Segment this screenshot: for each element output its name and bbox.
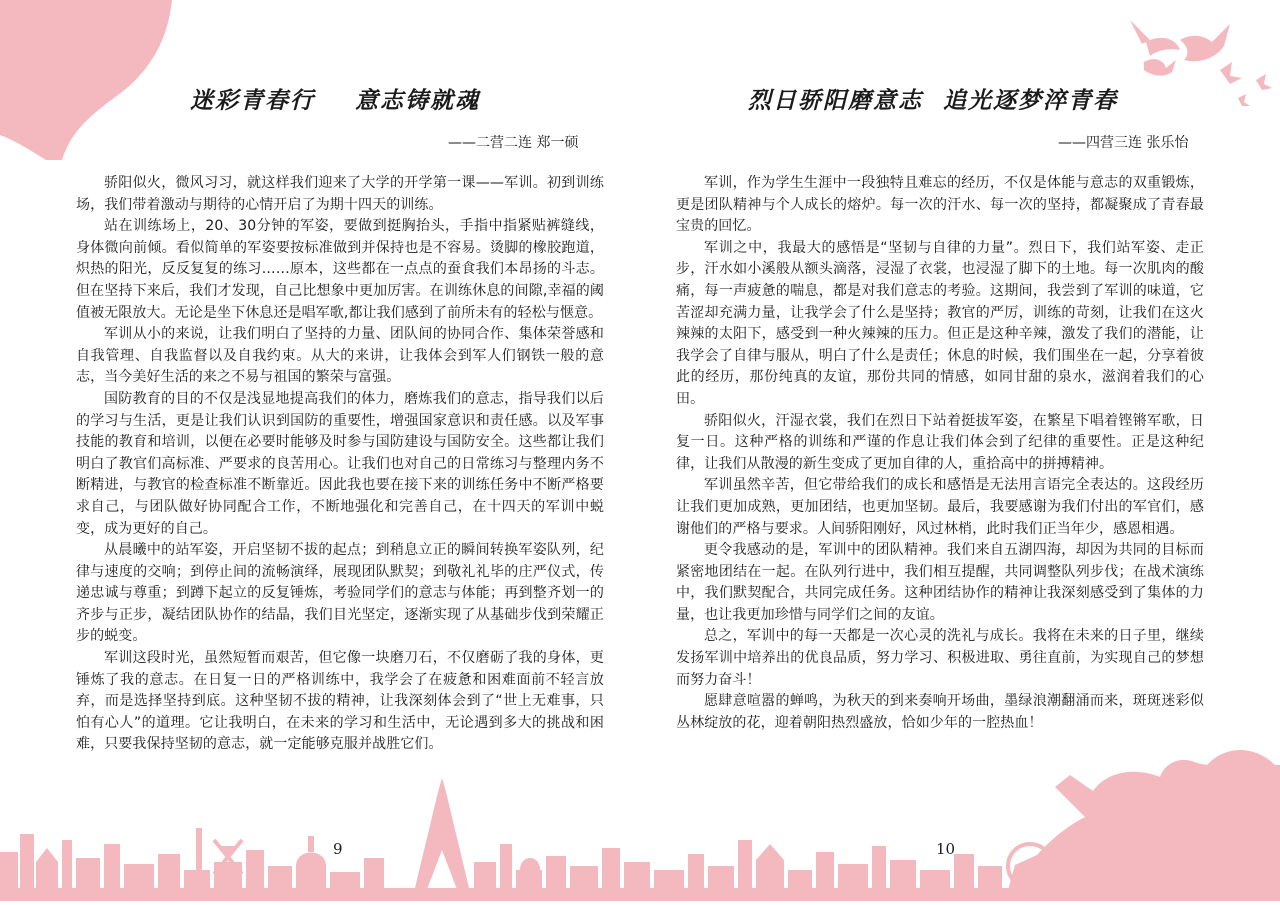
left-article-title: 迷彩青春行 意志铸就魂 xyxy=(190,87,481,114)
page-number: 10 xyxy=(936,840,956,858)
right-page xyxy=(640,0,1280,901)
paragraph: 军训之中，我最大的感悟是“坚韧与自律的力量”。烈日下，我们站军姿、走正步，汗水如小溪般从额头滴落，浸湿了衣裳，也浸湿了脚下的土地。每一次肌肉的酸痛，每一声疲惫的喘息，都是对我们意志的考验。这期间，我尝到了军训的味道，它苦涩却充满力量，让我学会了什么是坚持；教官的严厉，训练的苛刻，让我们在这火辣辣的太阳下，感受到一种火辣辣的压力。但正是这种辛辣，激发了我们的潜能，让我学会了自律与服从，明白了什么是责任；休息的时候，我们围坐在一起，分享着彼此的经历，那份纯真的友谊，那份共同的情感，如同甘甜的泉水，滋润着我们的心田。 xyxy=(676,239,1204,407)
paragraph: 更令我感动的是，军训中的团队精神。我们来自五湖四海，却因为共同的目标而紧密地团结在一起。在队列行进中，我们相互提醒，共同调整队列步伐；在战术演练中，我们默契配合，共同完成任务。这种团结协作的精神让我深刻感受到了集体的力量，也让我更加珍惜与同学们之间的友谊。 xyxy=(676,542,1204,623)
paragraph: 骄阳似火，微风习习，就这样我们迎来了大学的开学第一课——军训。初到训练场，我们带着激动与期待的心情开启了为期十四天的训练。 xyxy=(76,175,604,213)
paragraph: 骄阳似火，汗湿衣裳，我们在烈日下站着挺拔军姿，在繁星下唱着铿锵军歌，日复一日。这种严格的训练和严谨的作息让我们体会到了纪律的重要性。正是这种纪律，让我们从散漫的新生变成了更加自律的人，重拾高中的拼搏精神。 xyxy=(676,412,1204,472)
right-article-body xyxy=(676,173,1204,734)
left-article-author: ——二营二连 郑一硕 xyxy=(448,135,579,151)
paragraph: 军训虽然辛苦，但它带给我们的成长和感悟是无法用言语完全表达的。这段经历让我们更加成熟，更加团结，也更加坚韧。最后，我要感谢为我们付出的军官们，感谢他们的严格与要求。人间骄阳刚好，风过林梢，此时我们正当年少，感恩相遇。 xyxy=(676,477,1204,537)
paragraph: 愿肆意喧嚣的蝉鸣，为秋天的到来奏响开场曲，墨绿浪潮翻涌而来，斑斑迷彩似丛林绽放的花，迎着朝阳热烈盛放，恰如少年的一腔热血！ xyxy=(676,693,1204,731)
paragraph: 总之，军训中的每一天都是一次心灵的洗礼与成长。我将在未来的日子里，继续发扬军训中培养出的优良品质，努力学习、积极进取、勇往直前，为实现自己的梦想而努力奋斗！ xyxy=(676,628,1204,688)
paragraph: 从晨曦中的站军姿，开启坚韧不拔的起点；到稍息立正的瞬间转换军姿队列，纪律与速度的交响；到停止间的流畅演绎，展现团队默契；到敬礼礼毕的庄严仪式，传递忠诚与尊重；到蹲下起立的反复锤炼，考验同学们的意志与体能；再到整齐划一的齐步与正步，凝结团队协作的结晶，我们目光坚定，逐渐实现了从基础步伐到荣耀正步的蜕变。 xyxy=(76,542,604,645)
left-page xyxy=(0,0,640,901)
paragraph: 国防教育的目的不仅是浅显地提高我们的体力，磨炼我们的意志，指导我们以后的学习与生活，更是让我们认识到国防的重要性，增强国家意识和责任感。以及军事技能的教育和培训，以便在必要时能够及时参与国防建设与国防安全。这些都让我们明白了教官们高标准、严要求的良苦用心。让我们也对自己的日常练习与整理内务不断精进，与教官的检查标准不断靠近。因此我也要在接下来的训练任务中不断严格要求自己，与团队做好协同配合工作，不断地强化和完善自己，在十四天的军训中蜕变，成为更好的自己。 xyxy=(76,390,604,537)
right-article-title: 烈日骄阳磨意志 追光逐梦淬青春 xyxy=(748,87,1119,114)
paragraph: 军训这段时光，虽然短暂而艰苦，但它像一块磨刀石，不仅磨砺了我的身体，更锤炼了我的意志。在日复一日的严格训练中，我学会了在疲惫和困难面前不轻言放弃，而是选择坚持到底。这种坚韧不拔的精神，让我深刻体会到了“世上无难事，只怕有心人”的道理。它让我明白，在未来的学习和生活中，无论遇到多大的挑战和困难，只要我保持坚韧的意志，就一定能够克服并战胜它们。 xyxy=(76,650,604,753)
paragraph: 军训从小的来说，让我们明白了坚持的力量、团队间的协同合作、集体荣誉感和自我管理、自我监督以及自我约束。从大的来讲，让我体会到军人们钢铁一般的意志，当今美好生活的来之不易与祖国的繁荣与富强。 xyxy=(76,326,604,386)
left-article-body xyxy=(76,173,604,756)
paragraph: 站在训练场上，20、30分钟的军姿，要做到挺胸抬头，手指中指紧贴裤缝线，身体微向前倾。看似简单的军姿要按标准做到并保持也是不容易。烫脚的橡胶跑道，炽热的阳光，反反复复的练习……原本，这些都在一点点的蚕食我们本昂扬的斗志。但在坚持下来后，我们才发现，自己比想象中更加厉害。在训练休息的间隙,幸福的阈值被无限放大。无论是坐下休息还是唱军歌,都让我们感到了前所未有的轻松与惬意。 xyxy=(76,218,604,321)
right-article-author: ——四营三连 张乐怡 xyxy=(1058,135,1189,151)
paragraph: 军训，作为学生生涯中一段独特且难忘的经历，不仅是体能与意志的双重锻炼，更是团队精神与个人成长的熔炉。每一次的汗水、每一次的坚持，都凝聚成了青春最宝贵的回忆。 xyxy=(676,175,1204,235)
page-number: 9 xyxy=(333,840,343,858)
